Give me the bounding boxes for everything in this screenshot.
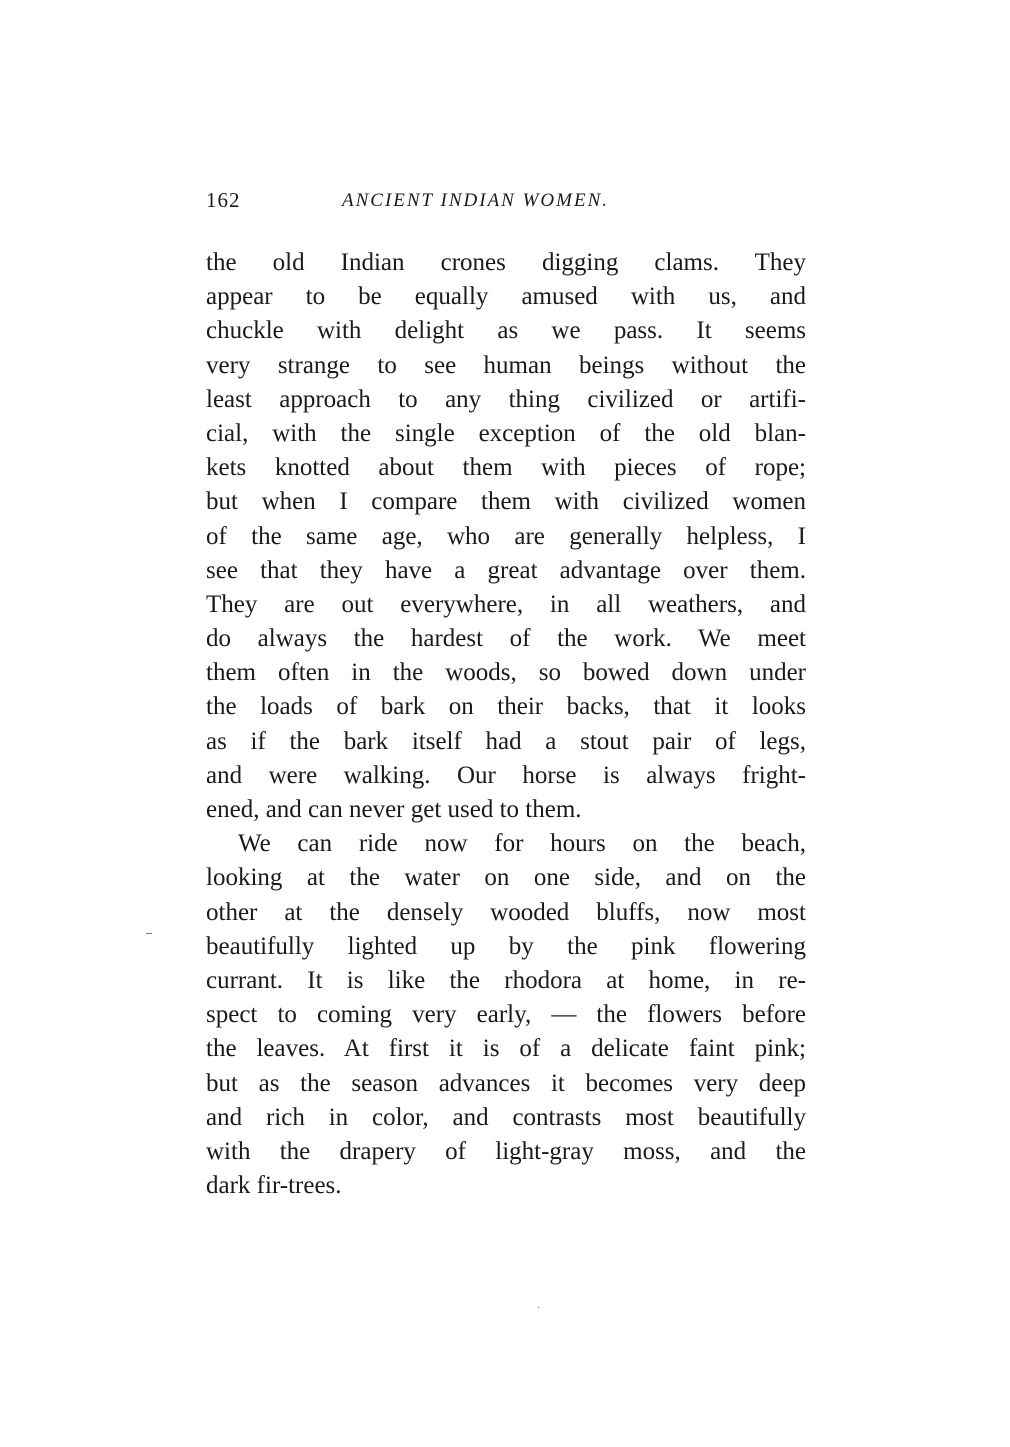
text-line: kets knotted about them with pieces of rope; bbox=[206, 454, 806, 482]
text-line: beautifully lighted up by the pink flowering bbox=[206, 932, 806, 960]
text-line: of the same age, who are generally helpless, I bbox=[206, 522, 806, 550]
text-line: We can ride now for hours on the beach, bbox=[238, 830, 806, 858]
scan-speck bbox=[538, 1307, 539, 1308]
text-line: least approach to any thing civilized or artifi- bbox=[206, 385, 806, 413]
text-line: appear to be equally amused with us, and bbox=[206, 283, 806, 311]
text-line: the old Indian crones digging clams. They bbox=[206, 249, 806, 276]
text-line: dark fir-trees. bbox=[206, 1172, 342, 1200]
text-line: but as the season advances it becomes very deep bbox=[206, 1069, 806, 1097]
scan-speck bbox=[146, 933, 152, 934]
text-line: but when I compare them with civilized women bbox=[206, 488, 806, 516]
text-line: very strange to see human beings without the bbox=[206, 351, 806, 379]
text-line: cial, with the single exception of the old blan- bbox=[206, 419, 806, 447]
text-line: see that they have a great advantage over them. bbox=[206, 556, 806, 584]
text-line: looking at the water on one side, and on the bbox=[206, 864, 806, 892]
text-line: They are out everywhere, in all weathers, and bbox=[206, 590, 806, 618]
text-line: ened, and can never get used to them. bbox=[206, 796, 582, 823]
body-text bbox=[206, 246, 806, 1203]
text-line: chuckle with delight as we pass. It seems bbox=[206, 317, 806, 345]
text-line: the leaves. At first it is of a delicate faint pink; bbox=[206, 1035, 806, 1063]
text-line: the loads of bark on their backs, that it looks bbox=[206, 693, 806, 721]
text-line: other at the densely wooded bluffs, now most bbox=[206, 898, 806, 926]
text-line: and were walking. Our horse is always fright- bbox=[206, 761, 806, 789]
text-line: as if the bark itself had a stout pair of legs, bbox=[206, 727, 806, 755]
paragraph-2 bbox=[206, 827, 806, 1203]
text-line: do always the hardest of the work. We meet bbox=[206, 625, 806, 653]
page-number: 162 bbox=[206, 188, 241, 212]
text-line: with the drapery of light-gray moss, and the bbox=[206, 1137, 806, 1165]
paragraph-1 bbox=[206, 246, 806, 827]
running-title: ANCIENT INDIAN WOMEN. bbox=[342, 190, 610, 211]
text-line: them often in the woods, so bowed down under bbox=[206, 659, 806, 687]
text-line: currant. It is like the rhodora at home, in re- bbox=[206, 966, 806, 994]
running-head bbox=[206, 188, 806, 218]
text-line: spect to coming very early, — the flowers before bbox=[206, 1001, 806, 1029]
text-line: and rich in color, and contrasts most beautifully bbox=[206, 1103, 806, 1131]
